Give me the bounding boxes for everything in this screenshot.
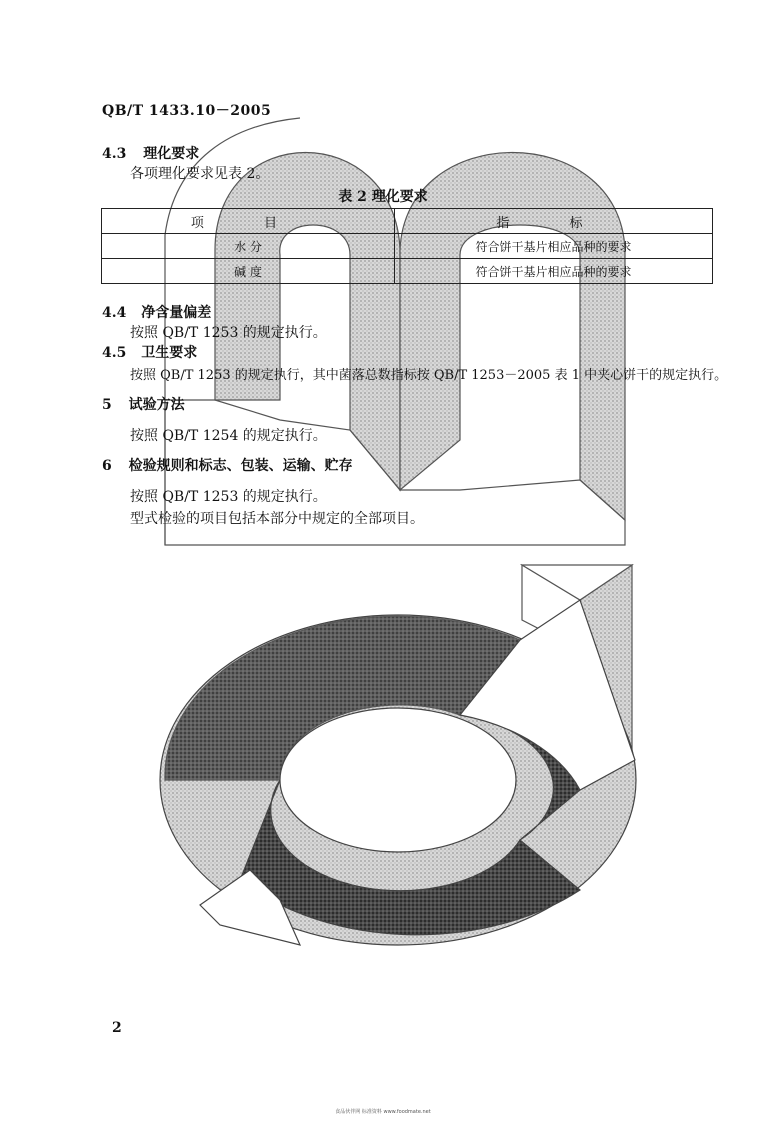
section-title: 净含量偏差 — [141, 305, 212, 321]
section-title: 检验规则和标志、包装、运输、贮存 — [128, 458, 353, 474]
section-title: 试验方法 — [128, 397, 185, 413]
section-4-4-text: 按照 QB/T 1253 的规定执行。 — [130, 325, 327, 341]
section-4-3-heading — [102, 143, 199, 163]
table-row — [102, 259, 713, 284]
section-number: 4.5 — [102, 345, 127, 361]
section-6-text-2: 型式检验的项目包括本部分中规定的全部项目。 — [130, 511, 424, 527]
section-6-heading — [102, 455, 353, 475]
section-number: 4.4 — [102, 305, 127, 321]
section-6-text-1: 按照 QB/T 1253 的规定执行。 — [130, 489, 327, 505]
cell-item: 碱 度 — [102, 259, 395, 284]
section-4-4-heading — [102, 302, 211, 322]
section-4-3-text: 各项理化要求见表 2。 — [130, 166, 270, 182]
section-number: 6 — [102, 458, 112, 474]
cell-value: 符合饼干基片相应品种的要求 — [395, 259, 713, 284]
cell-value: 符合饼干基片相应品种的要求 — [395, 234, 713, 259]
standard-number: QB/T 1433.10－2005 — [102, 103, 272, 119]
physicochemical-table — [101, 208, 713, 284]
section-number: 5 — [102, 397, 112, 413]
section-number: 4.3 — [102, 146, 127, 162]
section-4-5-heading — [102, 342, 197, 362]
section-4-5-text: 按照 QB/T 1253 的规定执行，其中菌落总数指标按 QB/T 1253－2005 表 1 中夹心饼干的规定执行。 — [130, 368, 728, 383]
page-footer: 食品伙伴网 标准资料 www.foodmate.net — [335, 1109, 431, 1115]
column-header-item: 项 目 — [102, 209, 395, 234]
table-caption: 表 2 理化要求 — [338, 189, 428, 205]
ring-shape — [160, 600, 636, 945]
section-title: 理化要求 — [143, 146, 200, 162]
table-row — [102, 234, 713, 259]
table-header-row — [102, 209, 713, 234]
column-header-index: 指 标 — [395, 209, 713, 234]
section-5-text: 按照 QB/T 1254 的规定执行。 — [130, 428, 327, 444]
page-number: 2 — [112, 1020, 122, 1036]
section-title: 卫生要求 — [141, 345, 198, 361]
section-5-heading — [102, 394, 185, 414]
cell-item: 水 分 — [102, 234, 395, 259]
